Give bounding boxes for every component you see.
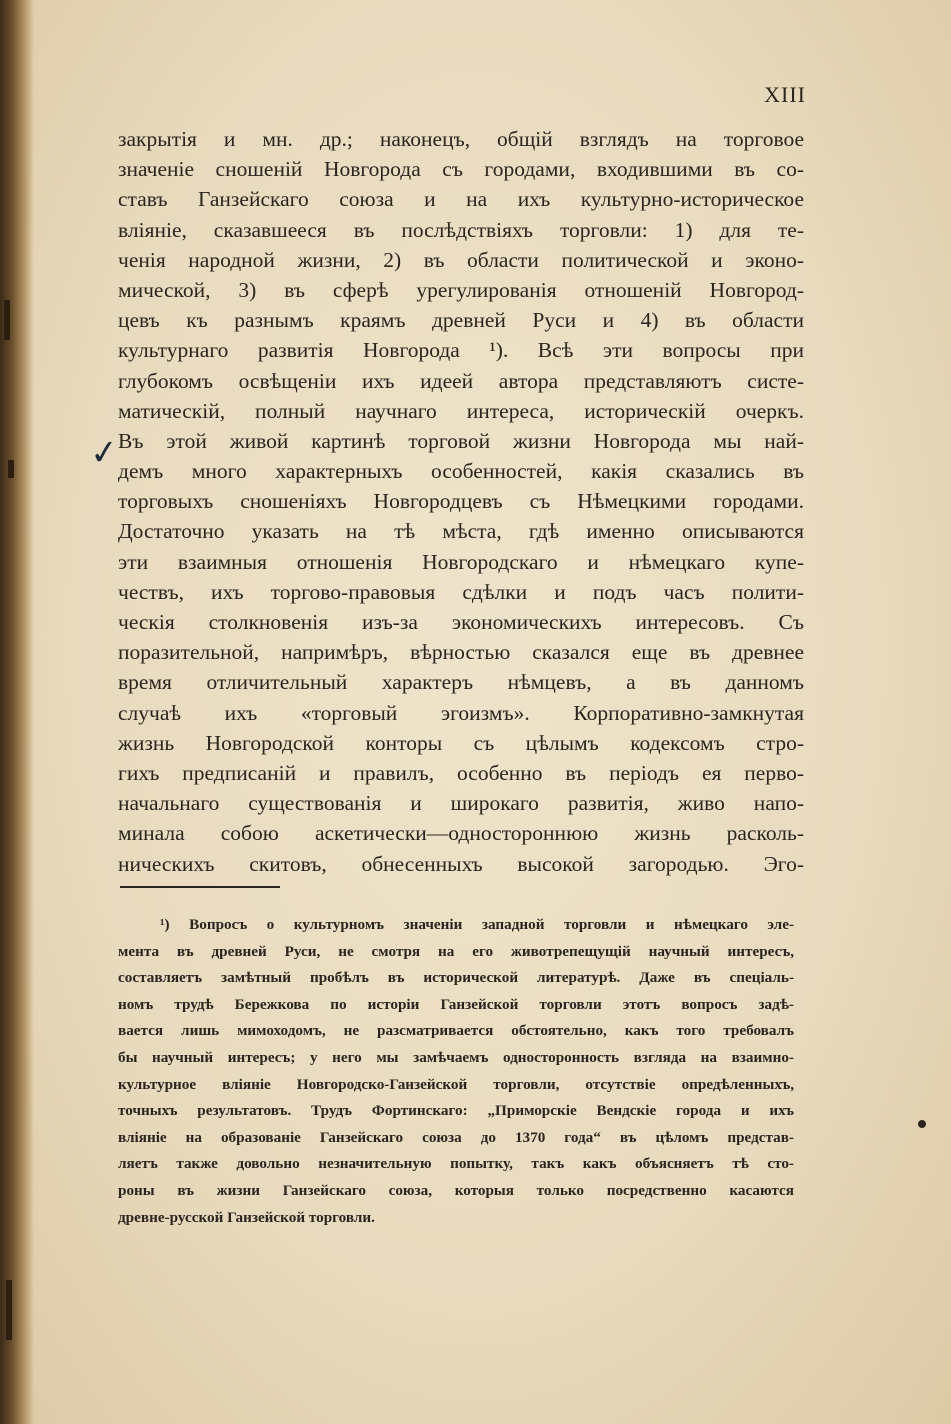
footnote-line: бы научный интересъ; у него мы замѣчаемъ односторонность взгляда на взаимно- [118,1048,794,1066]
text-line: гихъ предписаній и правилъ, особенно въ періодъ ея перво- [118,760,804,785]
text-line: мической, 3) въ сферѣ урегулированія отношеній Новгород- [118,277,804,302]
text-line: ченія народной жизни, 2) въ области политической и эконо- [118,247,804,272]
text-line: ческія столкновенія изъ-за экономическихъ интересовъ. Съ [118,610,804,634]
footnote-divider [120,886,280,888]
text-line: вліяніе, сказавшееся въ послѣдствіяхъ торговли: 1) для те- [118,217,804,242]
footnote-line: вліяніе на образованіе Ганзейскаго союза до 1370 года“ въ цѣломъ представ- [118,1128,794,1146]
text-line: Достаточно указать на тѣ мѣста, гдѣ именно описываются [118,519,804,544]
text-line: время отличительный характеръ нѣмцевъ, а въ данномъ [118,670,804,695]
footnote-line: номъ трудѣ Бережкова по исторіи Ганзейской торговли этотъ вопросъ задѣ- [118,995,794,1013]
text-line: цевъ къ разнымъ краямъ древней Руси и 4) въ области [118,308,804,333]
text-line: демъ много характерныхъ особенностей, какія сказались въ [118,459,804,484]
text-line: ническихъ скитовъ, обнесенныхъ высокой загородью. Эго- [118,851,804,876]
text-line: поразительной, напримѣръ, вѣрностью сказался еще въ древнее [118,640,804,665]
footnote-line: точныхъ результатовъ. Трудъ Фортинскаго: „Приморскіе Вендскіе города и ихъ [118,1102,794,1120]
footnote-line: вается лишь мимоходомъ, не разсматривается обстоятельно, какъ того требовалъ [118,1022,794,1040]
footnote-line: ляетъ также довольно незначительную попытку, такъ какъ объясняетъ тѣ сто- [118,1155,794,1173]
text-line: случаѣ ихъ «торговый эгоизмъ». Корпоративно-замкнутая [118,700,804,725]
text-line: жизнь Новгородской конторы съ цѣлымъ кодексомъ стро- [118,730,804,755]
text-line: торговыхъ сношеніяхъ Новгородцевъ съ Нѣмецкими городами. [118,489,804,514]
text-line: значеніе сношеній Новгорода съ городами, входившими въ со- [118,157,804,182]
footnote-block [118,912,794,1231]
footnote-line: составляетъ замѣтный пробѣлъ въ исторической литературѣ. Даже въ спеціаль- [118,969,794,987]
text-line: Въ этой живой картинѣ торговой жизни Новгорода мы най- [118,428,804,453]
text-line: ставъ Ганзейскаго союза и на ихъ культурно-историческое [118,187,804,212]
binding-shadow-mark [4,300,10,340]
footnote-line: культурное вліяніе Новгородско-Ганзейской торговли, отсутствіе опредѣленныхъ, [118,1075,794,1093]
footnote-line: мента въ древней Руси, не смотря на его животрепещущій научный интересъ, [118,942,794,960]
footnote-line: древне-русской Ганзейской торговли. [118,1208,375,1226]
binding-shadow-mark [6,1280,12,1340]
text-line: закрытія и мн. др.; наконецъ, общій взглядъ на торговое [118,127,804,151]
footnote-line: роны въ жизни Ганзейскаго союза, которыя только посредственно касаются [118,1181,794,1199]
text-line: минала собою аскетически—одностороннюю жизнь расколь- [118,821,804,846]
binding-shadow-mark [8,460,14,478]
text-line: начальнаго существованія и широкаго развитія, живо напо- [118,791,804,816]
ink-dot-mark [918,1120,926,1128]
text-line: глубокомъ освѣщеніи ихъ идеей автора представляютъ систе- [118,368,804,393]
text-line: культурнаго развитія Новгорода ¹). Всѣ эти вопросы при [118,338,804,363]
check-mark-icon: ✓ [87,431,121,475]
text-line: матическій, полный научнаго интереса, историческій очеркъ. [118,398,804,423]
main-text-block [118,124,804,879]
footnote-line: ¹) Вопросъ о культурномъ значеніи западной торговли и нѣмецкаго эле- [160,916,794,933]
text-line: эти взаимныя отношенія Новгородскаго и нѣмецкаго купе- [118,549,804,574]
page-binding-edge [0,0,34,1424]
text-line: чествъ, ихъ торгово-правовыя сдѣлки и подъ часъ полити- [118,579,804,604]
page-number: XIII [764,82,806,107]
